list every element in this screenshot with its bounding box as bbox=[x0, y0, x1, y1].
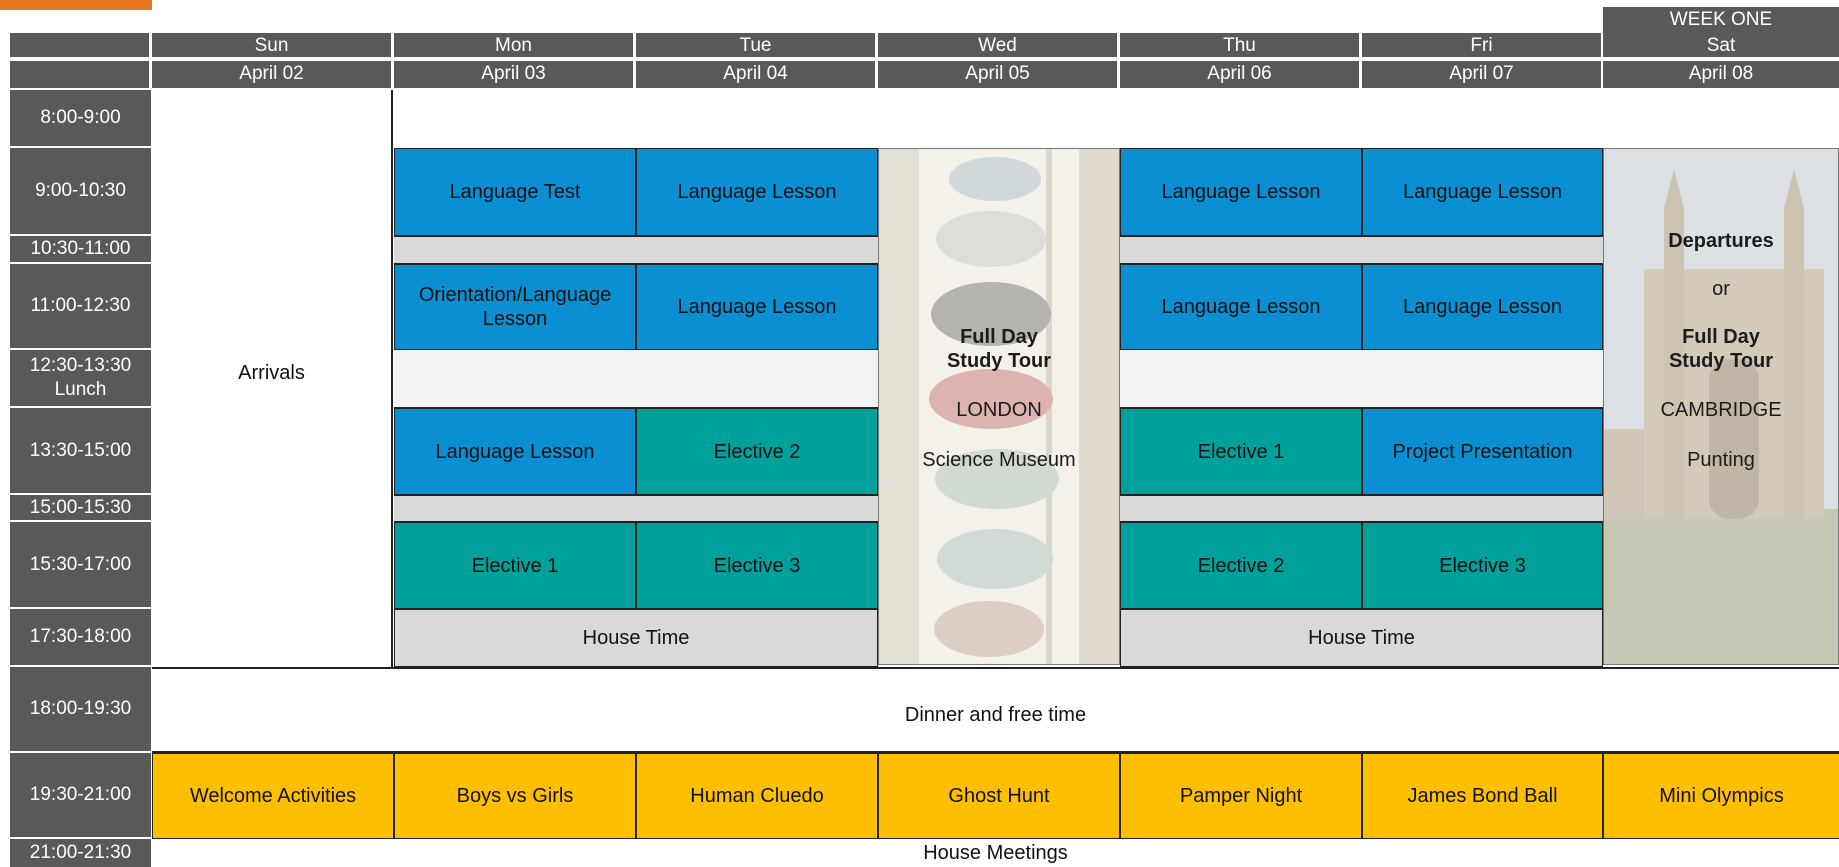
event-label: Elective 3 bbox=[1439, 554, 1526, 577]
event-fri-1100 bbox=[1362, 264, 1603, 350]
event-label: Mini Olympics bbox=[1659, 785, 1784, 807]
time-slot: 15:30-17:00 bbox=[10, 522, 151, 609]
header-corner-top bbox=[10, 33, 151, 59]
day-header-fri: Fri bbox=[1362, 33, 1603, 59]
event-label: Elective 2 bbox=[1197, 554, 1285, 577]
event-tue-1330 bbox=[636, 408, 878, 495]
event-label: Project Presentation bbox=[1392, 440, 1573, 463]
evening-mon bbox=[394, 753, 636, 839]
header-corner-bottom bbox=[10, 61, 151, 88]
event-mon-1530 bbox=[394, 522, 636, 609]
date-header-sat: April 08 bbox=[1603, 61, 1839, 88]
evening-wed bbox=[878, 753, 1120, 839]
date-header-fri: April 07 bbox=[1362, 61, 1603, 88]
time-slot: 10:30-11:00 bbox=[10, 236, 151, 264]
date-header-wed: April 05 bbox=[878, 61, 1119, 88]
event-label: Language Test bbox=[449, 181, 581, 203]
event-thu-1100 bbox=[1120, 264, 1362, 350]
house-time-thu-fri bbox=[1120, 609, 1603, 667]
house-meetings-label: House Meetings bbox=[923, 842, 1068, 864]
event-label: Elective 1 bbox=[1197, 440, 1285, 463]
event-label: Elective 3 bbox=[713, 554, 801, 577]
event-label: Orientation/Language Lesson bbox=[418, 284, 612, 330]
event-label: James Bond Ball bbox=[1407, 785, 1558, 807]
arrivals-block bbox=[152, 90, 393, 667]
day-header-tue: Tue bbox=[636, 33, 877, 59]
day-header-wed: Wed bbox=[878, 33, 1119, 59]
tour-wed-london bbox=[878, 148, 1120, 665]
tour-or: or bbox=[1712, 278, 1730, 300]
house-meetings-block bbox=[152, 839, 1839, 867]
date-header-mon: April 03 bbox=[394, 61, 635, 88]
event-label: Language Lesson bbox=[435, 440, 595, 463]
break-thu-fri-1500 bbox=[1120, 495, 1603, 522]
time-slot: 8:00-9:00 bbox=[10, 90, 151, 148]
time-slot: 15:00-15:30 bbox=[10, 495, 151, 522]
evening-fri bbox=[1362, 753, 1603, 839]
event-label: Language Lesson bbox=[1402, 181, 1563, 203]
evening-sun bbox=[152, 753, 394, 839]
day-header-thu: Thu bbox=[1120, 33, 1361, 59]
house-time-mon-tue bbox=[394, 609, 878, 667]
tour-place: Science Museum bbox=[922, 449, 1076, 471]
break-thu-fri-1030 bbox=[1120, 236, 1603, 264]
tour-title-line1: Full Day bbox=[960, 326, 1038, 348]
event-label: Elective 1 bbox=[471, 554, 559, 577]
event-fri-1330 bbox=[1362, 408, 1603, 495]
date-header-thu: April 06 bbox=[1120, 61, 1361, 88]
event-mon-1330 bbox=[394, 408, 636, 495]
day-header-sat: Sat bbox=[1603, 33, 1839, 59]
evening-tue bbox=[636, 753, 878, 839]
time-slot: 19:30-21:00 bbox=[10, 753, 151, 839]
lunch-thu-fri bbox=[1120, 350, 1603, 408]
event-label: Language Lesson bbox=[1402, 296, 1563, 318]
event-label: Language Lesson bbox=[677, 181, 837, 203]
time-slot: 9:00-10:30 bbox=[10, 148, 151, 236]
evening-sat bbox=[1603, 753, 1839, 839]
tour-sat-cambridge bbox=[1603, 148, 1839, 665]
week-label: WEEK ONE bbox=[1603, 7, 1839, 33]
event-thu-1530 bbox=[1120, 522, 1362, 609]
time-slot: 12:30-13:30 Lunch bbox=[10, 350, 151, 408]
time-slot: 13:30-15:00 bbox=[10, 408, 151, 495]
event-fri-0900 bbox=[1362, 148, 1603, 236]
event-label: House Time bbox=[1308, 627, 1415, 649]
event-tue-1100 bbox=[636, 264, 878, 350]
brand-accent-bar bbox=[0, 0, 152, 10]
dinner-label: Dinner and free time bbox=[904, 704, 1087, 726]
event-label: Human Cluedo bbox=[690, 785, 824, 807]
event-thu-1330 bbox=[1120, 408, 1362, 495]
event-label: Language Lesson bbox=[1161, 181, 1321, 203]
event-tue-1530 bbox=[636, 522, 878, 609]
day-header-sun: Sun bbox=[152, 33, 393, 59]
event-label: Pamper Night bbox=[1179, 785, 1303, 807]
event-mon-1100 bbox=[394, 264, 636, 350]
time-slot: 18:00-19:30 bbox=[10, 667, 151, 753]
event-tue-0900 bbox=[636, 148, 878, 236]
tour-place: Punting bbox=[1687, 449, 1755, 471]
lunch-mon-tue bbox=[394, 350, 878, 408]
tour-city: CAMBRIDGE bbox=[1660, 399, 1782, 421]
tour-city: LONDON bbox=[956, 399, 1042, 421]
tour-title-line2: Study Tour bbox=[946, 350, 1052, 372]
break-mon-tue-1500 bbox=[394, 495, 878, 522]
arrivals-label: Arrivals bbox=[238, 361, 305, 384]
time-slot: 21:00-21:30 bbox=[10, 839, 151, 867]
evening-thu bbox=[1120, 753, 1362, 839]
date-header-sun: April 02 bbox=[152, 61, 393, 88]
day-header-mon: Mon bbox=[394, 33, 635, 59]
event-label: Welcome Activities bbox=[189, 785, 357, 807]
tour-departures: Departures bbox=[1668, 230, 1774, 252]
time-slot: 17:30-18:00 bbox=[10, 609, 151, 667]
tour-title-line2: Study Tour bbox=[1668, 350, 1774, 372]
event-thu-0900 bbox=[1120, 148, 1362, 236]
tour-title-line1: Full Day bbox=[1682, 326, 1760, 348]
break-mon-tue-1030 bbox=[394, 236, 878, 264]
event-mon-0900 bbox=[394, 148, 636, 236]
time-slot: 11:00-12:30 bbox=[10, 264, 151, 350]
morning-free-slot bbox=[394, 90, 1839, 148]
date-header-tue: April 04 bbox=[636, 61, 877, 88]
event-label: House Time bbox=[582, 627, 690, 649]
event-label: Language Lesson bbox=[1161, 296, 1321, 318]
event-label: Ghost Hunt bbox=[948, 785, 1050, 807]
dinner-block bbox=[152, 667, 1839, 753]
event-label: Language Lesson bbox=[677, 296, 837, 318]
event-label: Boys vs Girls bbox=[456, 785, 574, 807]
event-label: Elective 2 bbox=[713, 440, 801, 463]
event-fri-1530 bbox=[1362, 522, 1603, 609]
